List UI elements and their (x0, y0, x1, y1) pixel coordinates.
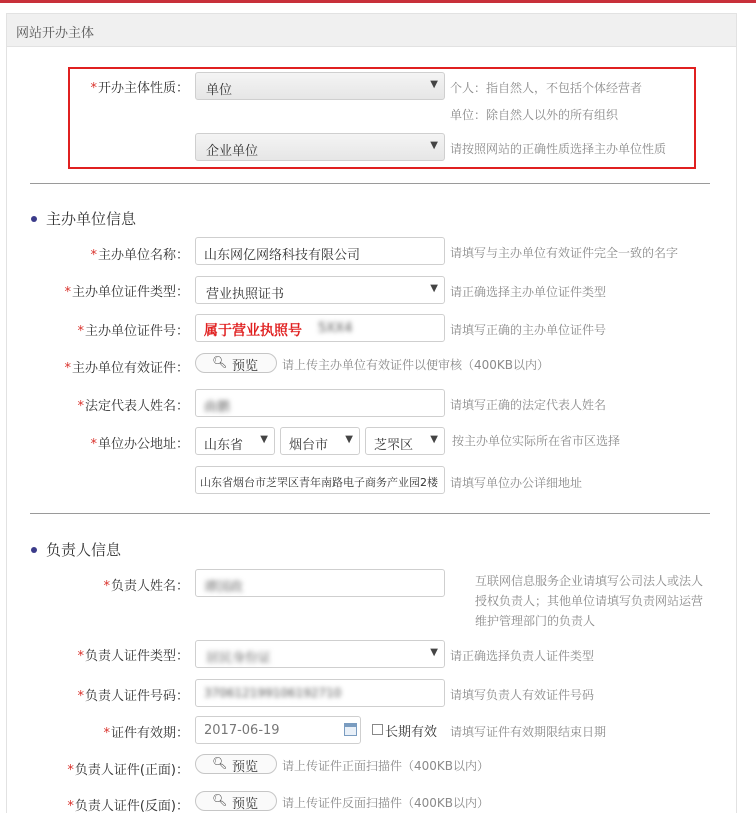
address-hint: 按主办单位实际所在省市区选择 (452, 434, 621, 448)
person-name-hint-1: 互联网信息服务企业请填写公司法人或法人 (475, 574, 704, 588)
id-back-preview-button[interactable]: 🔍︎ 预览 (195, 791, 277, 811)
person-section-title: 负责人信息 (46, 541, 122, 559)
cert-no-annotation: 属于营业执照号 (204, 323, 302, 339)
magnifier-icon: 🔍︎ (212, 793, 228, 807)
chevron-down-icon: ▼ (430, 647, 438, 658)
org-cert-no-input[interactable] (195, 314, 445, 342)
top-accent-bar (0, 0, 756, 3)
org-cert-no-blurred: 5XX4 (318, 321, 353, 336)
org-cert-type-hint: 请正确选择主办单位证件类型 (450, 285, 607, 299)
legal-rep-hint: 请填写正确的法定代表人姓名 (450, 398, 607, 412)
person-id-type-hint: 请正确选择负责人证件类型 (450, 649, 595, 663)
validity-date-value: 2017-06-19 (204, 723, 280, 738)
id-back-label: *负责人证件(反面)： (67, 799, 189, 814)
org-cert-no-hint: 请填写正确的主办单位证件号 (450, 323, 607, 337)
long-term-label: 长期有效 (385, 725, 438, 740)
bullet-icon (31, 216, 37, 222)
org-name-input[interactable] (195, 237, 445, 265)
org-name-label: *主办单位名称： (90, 248, 189, 263)
org-cert-type-select[interactable] (195, 276, 445, 304)
person-id-no-hint: 请填写负责人有效证件号码 (450, 688, 595, 702)
org-cert-no-label: *主办单位证件号： (77, 324, 189, 339)
panel-title: 网站开办主体 (16, 26, 95, 41)
person-name-hint-2: 授权负责人；其他单位请填写负责网站运营 (475, 594, 704, 608)
address-detail-hint: 请填写单位办公详细地址 (450, 476, 583, 490)
long-term-checkbox[interactable] (372, 724, 383, 735)
validity-label: *证件有效期： (103, 726, 189, 741)
id-front-hint: 请上传证件正面扫描件（400KB以内） (282, 759, 490, 773)
id-front-preview-button[interactable]: 🔍︎ 预览 (195, 754, 277, 774)
chevron-down-icon: ▼ (430, 79, 438, 90)
bullet-icon (31, 547, 37, 553)
person-id-no-value: 370612199106192710 (204, 686, 342, 700)
district-select[interactable]: 芝罘区 ▼ (365, 427, 445, 455)
address-label: *单位办公地址： (90, 437, 189, 452)
person-name-hint-3: 维护管理部门的负责人 (475, 614, 596, 628)
org-section-title: 主办单位信息 (46, 210, 137, 228)
org-name-value: 山东网亿网络科技有限公司 (204, 248, 361, 263)
person-id-no-input[interactable] (195, 679, 445, 707)
calendar-icon[interactable] (344, 723, 357, 736)
divider (30, 183, 710, 184)
nature-hint-unit: 单位：除自然人以外的所有组织 (450, 108, 619, 122)
city-select[interactable]: 烟台市 ▼ (280, 427, 360, 455)
address-detail-value: 山东省烟台市芝罘区青年南路电子商务产业园2楼 (200, 476, 438, 489)
org-valid-cert-label: *主办单位有效证件： (64, 361, 189, 376)
org-preview-button[interactable]: 🔍︎ 预览 (195, 353, 277, 373)
chevron-down-icon: ▼ (345, 434, 353, 445)
nature-subtype-value: 企业单位 (206, 144, 259, 159)
validity-hint: 请填写证件有效期限结束日期 (450, 725, 607, 739)
validity-date-input[interactable] (195, 716, 361, 744)
chevron-down-icon: ▼ (430, 434, 438, 445)
nature-subtype-select[interactable] (195, 133, 445, 161)
org-cert-type-value: 营业执照证书 (206, 287, 285, 302)
province-select[interactable]: 山东省 ▼ (195, 427, 275, 455)
nature-select-value: 单位 (206, 83, 233, 98)
magnifier-icon: 🔍︎ (212, 355, 228, 369)
chevron-down-icon: ▼ (430, 283, 438, 294)
panel-header (7, 14, 736, 47)
legal-rep-input[interactable] (195, 389, 445, 417)
person-id-no-label: *负责人证件号码： (77, 689, 189, 704)
legal-rep-value: 曲鹏 (204, 400, 231, 415)
person-name-label: *负责人姓名： (103, 579, 189, 594)
legal-rep-label: *法定代表人姓名： (77, 399, 189, 414)
person-id-type-value: 居民身份证 (206, 651, 272, 666)
person-id-type-label: *负责人证件类型： (77, 649, 189, 664)
id-front-label: *负责人证件(正面)： (67, 763, 189, 778)
nature-label: *开办主体性质： (90, 81, 189, 96)
person-name-value: 谭国政 (204, 580, 244, 595)
divider (30, 513, 710, 514)
nature-select[interactable] (195, 72, 445, 100)
chevron-down-icon: ▼ (430, 140, 438, 151)
person-name-input[interactable] (195, 569, 445, 597)
org-cert-type-label: *主办单位证件类型： (64, 285, 189, 300)
person-id-type-select[interactable] (195, 640, 445, 668)
nature-hint-personal: 个人：指自然人，不包括个体经营者 (450, 81, 643, 95)
address-detail-input[interactable] (195, 466, 445, 494)
org-valid-cert-hint: 请上传主办单位有效证件以便审核（400KB以内） (282, 358, 550, 372)
id-back-hint: 请上传证件反面扫描件（400KB以内） (282, 796, 490, 810)
magnifier-icon: 🔍︎ (212, 756, 228, 770)
org-name-hint: 请填写与主办单位有效证件完全一致的名字 (450, 246, 679, 260)
nature-hint-select: 请按照网站的正确性质选择主办单位性质 (450, 142, 667, 156)
chevron-down-icon: ▼ (260, 434, 268, 445)
